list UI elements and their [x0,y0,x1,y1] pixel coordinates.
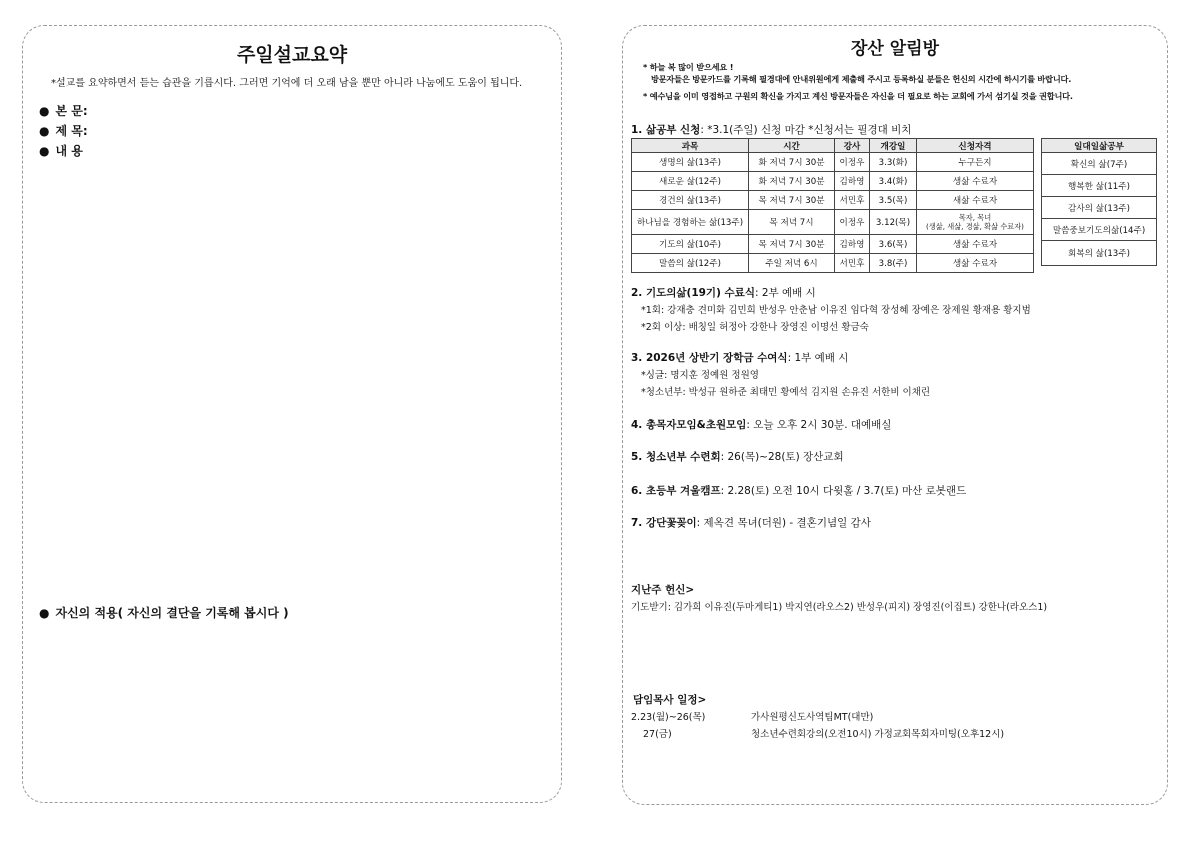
cell-start: 3.5(목) [870,191,917,210]
col-eligibility: 신청자격 [917,139,1034,153]
section-7: 7. 강단꽃꽂이: 제옥견 목녀(더원) - 결혼기념일 감사 [631,517,871,529]
offering-text: 기도받기: 김가희 이유진(두마게티1) 박지연(라오스2) 반성우(피지) 장영진(이집트) 강한나(라오스1) [631,602,1048,613]
cell-eligibility: 생삶 수료자 [917,172,1034,191]
col-teacher: 강사 [835,139,870,153]
table-header-row [632,139,1034,153]
cell-start: 3.3(화) [870,153,917,172]
cell-teacher: 서민후 [835,254,870,273]
section-2-line-1: *1회: 강재충 견미화 김민희 반성우 안춘남 이유진 임다혁 장성혜 장예은 장제원 황재용 황지범 [641,305,1031,316]
table-row [632,254,1034,273]
one-to-one-item: 감사의 삶(13주) [1042,197,1157,219]
table-row [632,172,1034,191]
cell-start: 3.8(주) [870,254,917,273]
col-start: 개강일 [870,139,917,153]
field-title: ● 제 목: [39,124,88,138]
cell-eligibility: 새삶 수료자 [917,191,1034,210]
table-row [632,153,1034,172]
cell-eligibility: 생삶 수료자 [917,235,1034,254]
notice-greeting: * 하늘 복 많이 받으세요 ! [643,62,734,72]
eligibility-main: 목자, 목녀 [958,213,992,222]
pastor-schedule-event-2: 청소년수련회강의(오전10시) 가정교회목회자미팅(오후12시) [751,729,1005,740]
sermon-summary-panel [22,25,562,803]
section-3: 3. 2026년 상반기 장학금 수여식: 1부 예배 시 [631,352,849,364]
announcements-panel [622,25,1168,805]
cell-subject: 기도의 삶(10주) [632,235,749,254]
pastor-schedule-date-1: 2.23(월)~26(목) [631,712,706,723]
cell-time: 목 저녁 7시 30분 [749,191,835,210]
one-to-one-header: 일대일삶공부 [1042,139,1157,153]
table-row [632,191,1034,210]
cell-eligibility [917,210,1034,235]
section-2-line-2: *2회 이상: 배칭일 허정아 강한나 장영진 이명선 황금숙 [641,322,869,333]
pastor-schedule-event-1: 가사원평신도사역팀MT(대만) [751,712,874,723]
one-to-one-item: 말씀중보기도의삶(14주) [1042,219,1157,241]
cell-start: 3.4(화) [870,172,917,191]
notice-visitors: 방문자들은 방문카드를 기록해 필경대에 안내위원에게 제출해 주시고 등록하실 분들은 헌신의 시간에 하시기를 바랍니다. [651,74,1072,84]
cell-time: 목 저녁 7시 [749,210,835,235]
offering-heading: 지난주 헌신> [631,584,695,596]
cell-subject: 생명의 삶(13주) [632,153,749,172]
cell-subject: 경건의 삶(13주) [632,191,749,210]
cell-teacher: 김하영 [835,172,870,191]
section-3-line-1: *싱글: 명지훈 정예원 정원영 [641,370,759,381]
cell-teacher: 서민후 [835,191,870,210]
cell-subject: 하나님을 경험하는 삶(13주) [632,210,749,235]
one-to-one-item: 회복의 삶(13주) [1042,241,1157,266]
section-1: 1. 삶공부 신청: *3.1(주일) 신청 마감 *신청서는 필경대 비치 [631,124,912,136]
pastor-schedule-date-2: 27(금) [643,729,672,740]
cell-time: 목 저녁 7시 30분 [749,235,835,254]
notice-believers: * 예수님을 이미 영접하고 구원의 확신을 가지고 계신 방문자들은 자신을 더 필요로 하는 교회에 가서 섬기실 것을 권합니다. [643,91,1073,101]
pastor-schedule-heading: 담임목사 일정> [633,694,707,706]
table-row [632,210,1034,235]
cell-time: 주일 저녁 6시 [749,254,835,273]
cell-teacher: 김하영 [835,235,870,254]
cell-eligibility: 누구든지 [917,153,1034,172]
cell-time: 화 저녁 7시 30분 [749,153,835,172]
section-4: 4. 총목자모임&초원모임: 오늘 오후 2시 30분. 대예배실 [631,419,892,431]
life-study-table [631,138,1034,273]
cell-subject: 말씀의 삶(12주) [632,254,749,273]
announcements-title: 장산 알림방 [850,39,940,59]
sermon-summary-subtitle: *설교를 요약하면서 듣는 습관을 기릅시다. 그러면 기억에 더 오래 남을 뿐만 아니라 나눔에도 도움이 됩니다. [51,78,523,89]
field-application: ● 자신의 적용( 자신의 결단을 기록해 봅시다 ) [39,606,289,620]
section-3-line-2: *청소년부: 박성규 원하준 최태민 황예석 김지원 손유진 서한비 이채린 [641,387,931,398]
cell-start: 3.6(목) [870,235,917,254]
field-scripture: ● 본 문: [39,104,88,118]
cell-subject: 새로운 삶(12주) [632,172,749,191]
col-time: 시간 [749,139,835,153]
section-2: 2. 기도의삶(19기) 수료식: 2부 예배 시 [631,287,816,299]
cell-teacher: 이정우 [835,153,870,172]
sermon-summary-title: 주일설교요약 [236,44,348,66]
cell-time: 화 저녁 7시 30분 [749,172,835,191]
one-to-one-table [1041,138,1157,266]
field-content: ● 내 용 [39,144,83,158]
col-subject: 과목 [632,139,749,153]
section-6: 6. 초등부 겨울캠프: 2.28(토) 오전 10시 다윗홀 / 3.7(토) 마산 로봇랜드 [631,485,967,497]
cell-eligibility: 생삶 수료자 [917,254,1034,273]
eligibility-sub: (생삶, 새삶, 경삶, 확삶 수료자) [926,222,1024,231]
section-5: 5. 청소년부 수련회: 26(목)~28(토) 장산교회 [631,451,844,463]
one-to-one-item: 확신의 삶(7주) [1042,153,1157,175]
cell-teacher: 이정우 [835,210,870,235]
one-to-one-item: 행복한 삶(11주) [1042,175,1157,197]
cell-start: 3.12(목) [870,210,917,235]
table-row [632,235,1034,254]
